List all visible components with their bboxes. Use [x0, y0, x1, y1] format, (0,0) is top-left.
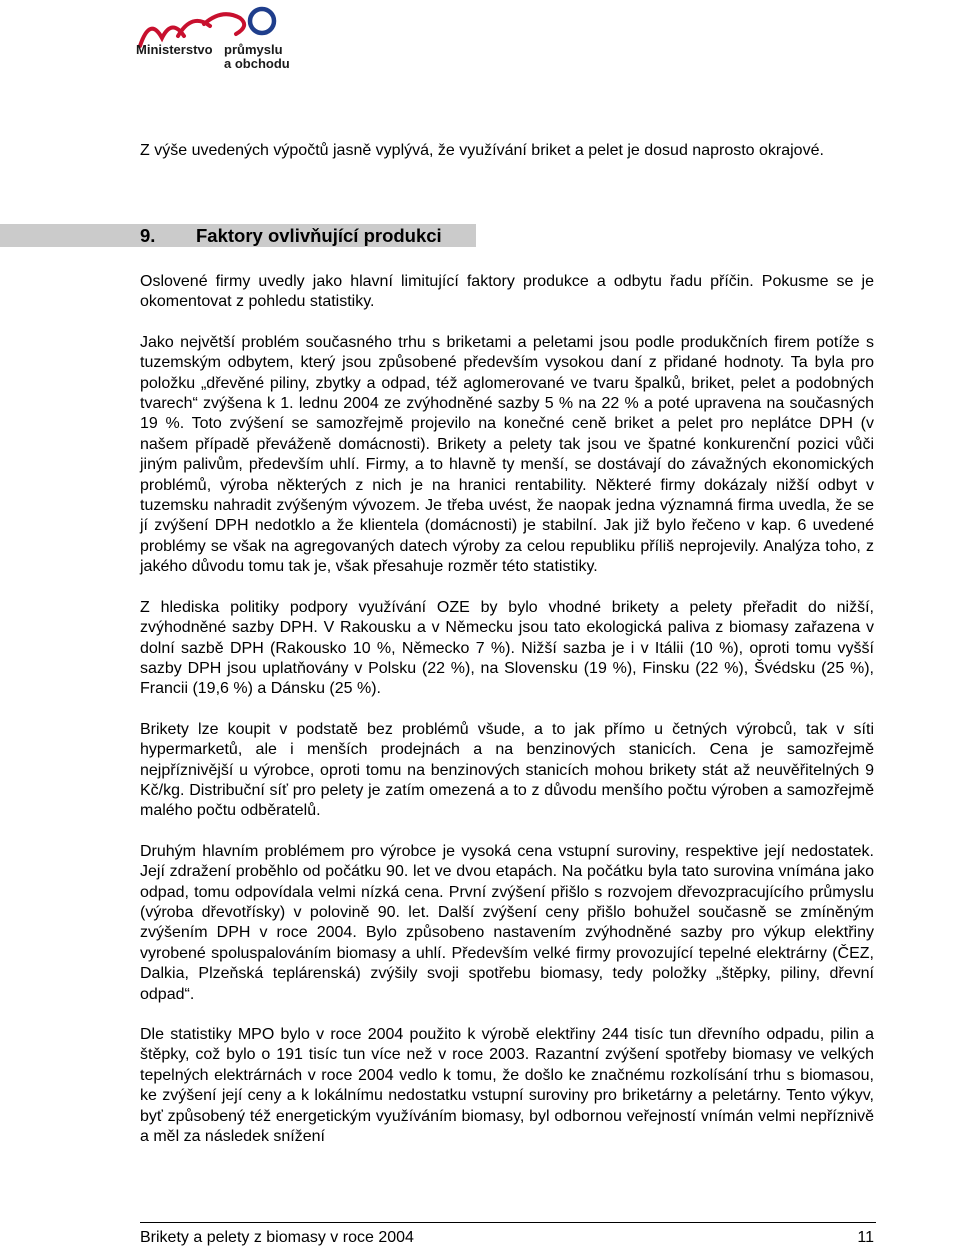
paragraph: Z hlediska politiky podpory využívání OZE by bylo vhodné brikety a pelety přeřadit do nižší, zvýhodněné sazby DPH. V Rakousku a v Německu jsou tato ekologická paliva z biomasy zařazena v dolní sazbě DPH (Rakousko 10 %, Německo 7 %). Nižší sazba je i v Itálii (10 %), oproti tomu vyšší sazby DPH jsou uplatňovány v Polsku (22 %), na Slovensku (19 %), Finsku (22 %), Švédsku (25 %), Francii (19,6 %) a Dánsku (25 %).: [140, 598, 874, 698]
page-number: 11: [857, 1229, 874, 1246]
svg-text:Ministerstvo: Ministerstvo: [136, 42, 213, 57]
mpo-logo-mark: [132, 6, 302, 72]
paragraph: Dle statistiky MPO bylo v roce 2004 použito k výrobě elektřiny 244 tisíc tun dřevního odpadu, pilin a štěpky, což bylo o 191 tisíc tun více než v roce 2003. Razantní zvýšení spotřeby biomasy ve velkých tepelných elektrárnách v roce 2004 vedlo k tomu, že došlo ke značnému rozkolísání trhu s biomasou, ke zvýšení její ceny a k lokálnímu nedostatku vstupní suroviny pro briketárny a peletárny. Tento výkyv, byť způsobený též energetickým využíváním biomasy, byl odbornou veřejností vnímán velmi nepříznivě a měl za následek snížení: [140, 1026, 874, 1146]
paragraph: Druhým hlavním problémem pro výrobce je vysoká cena vstupní suroviny, respektive její nedostatek. Její zdražení proběhlo od počátku 90. let ve dvou etapách. Na počátku byla tato surovina vnímána jako odpad, tomu odpovídala velmi nízká cena. První zvýšení přišlo s rozvojem dřevozpracujícího průmyslu (výroba dřevotřísky) v polovině 90. let. Další zvýšení ceny přišlo bohužel současně se zmíněným zvýšením DPH v roce 2004. Bylo způsobeno nastavením zvýhodněné sazby pro výkup elektřiny vyrobené spoluspalováním biomasy a uhlí. Především velké firmy provozující tepelné elektrárny (ČEZ, Dalkia, Plzeňská teplárenská) zvýšily svoji spotřebu biomasy, tedy položky „štěpky, piliny, dřevní odpad“.: [140, 842, 874, 1003]
intro-paragraph: Z výše uvedených výpočtů jasně vyplývá, že využívání briket a pelet je dosud naprosto okrajové.: [140, 142, 824, 159]
paragraph: Jako největší problém současného trhu s briketami a peletami jsou podle produkčních firem potíže s tuzemským odbytem, který jsou způsobené především vysokou daní z přidané hodnoty. Ta byla pro položku „dřevěné piliny, zbytky a odpad, též aglomerované ve tvaru špalků, briket, pelet a podobných tvarech“ zvýšena k 1. lednu 2004 ze zvýhodněné sazby 5 % na 22 % a poté upravena na současných 19 %. Toto zvýšení se samozřejmě projevilo na konečné ceně briket a pelet pro neplátce DPH (v našem případě převáženě domácnosti). Brikety a pelety tak jsou ve špatné konkurenční pozici vůči jiným palivům, především uhlí. Firmy, a to hlavně ty menší, se dostávají do závažných ekonomických problémů, výroba některých z nich je na hranici rentability. Některé firmy dokázaly nižší odbyt v tuzemsku nahradit zvýšeným vývozem. Je třeba uvést, že naopak jedna významná firma uvedla, že se jí zvýšení DPH nedotklo a že klientela (domácnosti) je stabilní. Jak již bylo řečeno v kap. 6 uvedené problémy se však na agregovaných datech výroby za celou republiku příliš neprojevily. Analýza toho, z jakého důvodu tomu tak je, však přesahuje rozměr této statistiky.: [140, 333, 874, 576]
paragraph: Oslovené firmy uvedly jako hlavní limitující faktory produkce a odbytu řadu příčin. Pokusme se je okomentovat z pohledu statistiky.: [140, 273, 874, 311]
footer-rule: [140, 1222, 876, 1223]
ministry-logo: [132, 6, 302, 72]
paragraph: Brikety lze koupit v podstatě bez problémů všude, a to jak přímo u četných výrobců, tak v síti hypermarketů, ale i menších prodejnách a na benzinových stanicích. Cena je samozřejmě nejpříznivější u výrobce, oproti tomu na benzinových stanicích mohou brikety stát až neuvěřitelných 9 Kč/kg. Distribuční síť pro pelety je zatím omezená a to z důvodu menšího počtu výroben a samozřejmě malého počtu odběratelů.: [140, 720, 874, 820]
svg-text:a obchodu: a obchodu: [224, 56, 290, 71]
intro-block: [140, 141, 874, 161]
section-title: Faktory ovlivňující produkci: [196, 225, 442, 246]
section-number: 9.: [140, 225, 156, 246]
svg-text:průmyslu: průmyslu: [224, 42, 283, 57]
section-heading: [140, 224, 442, 247]
footer-title: Brikety a pelety z biomasy v roce 2004: [140, 1229, 414, 1246]
section-body: [140, 272, 874, 1167]
